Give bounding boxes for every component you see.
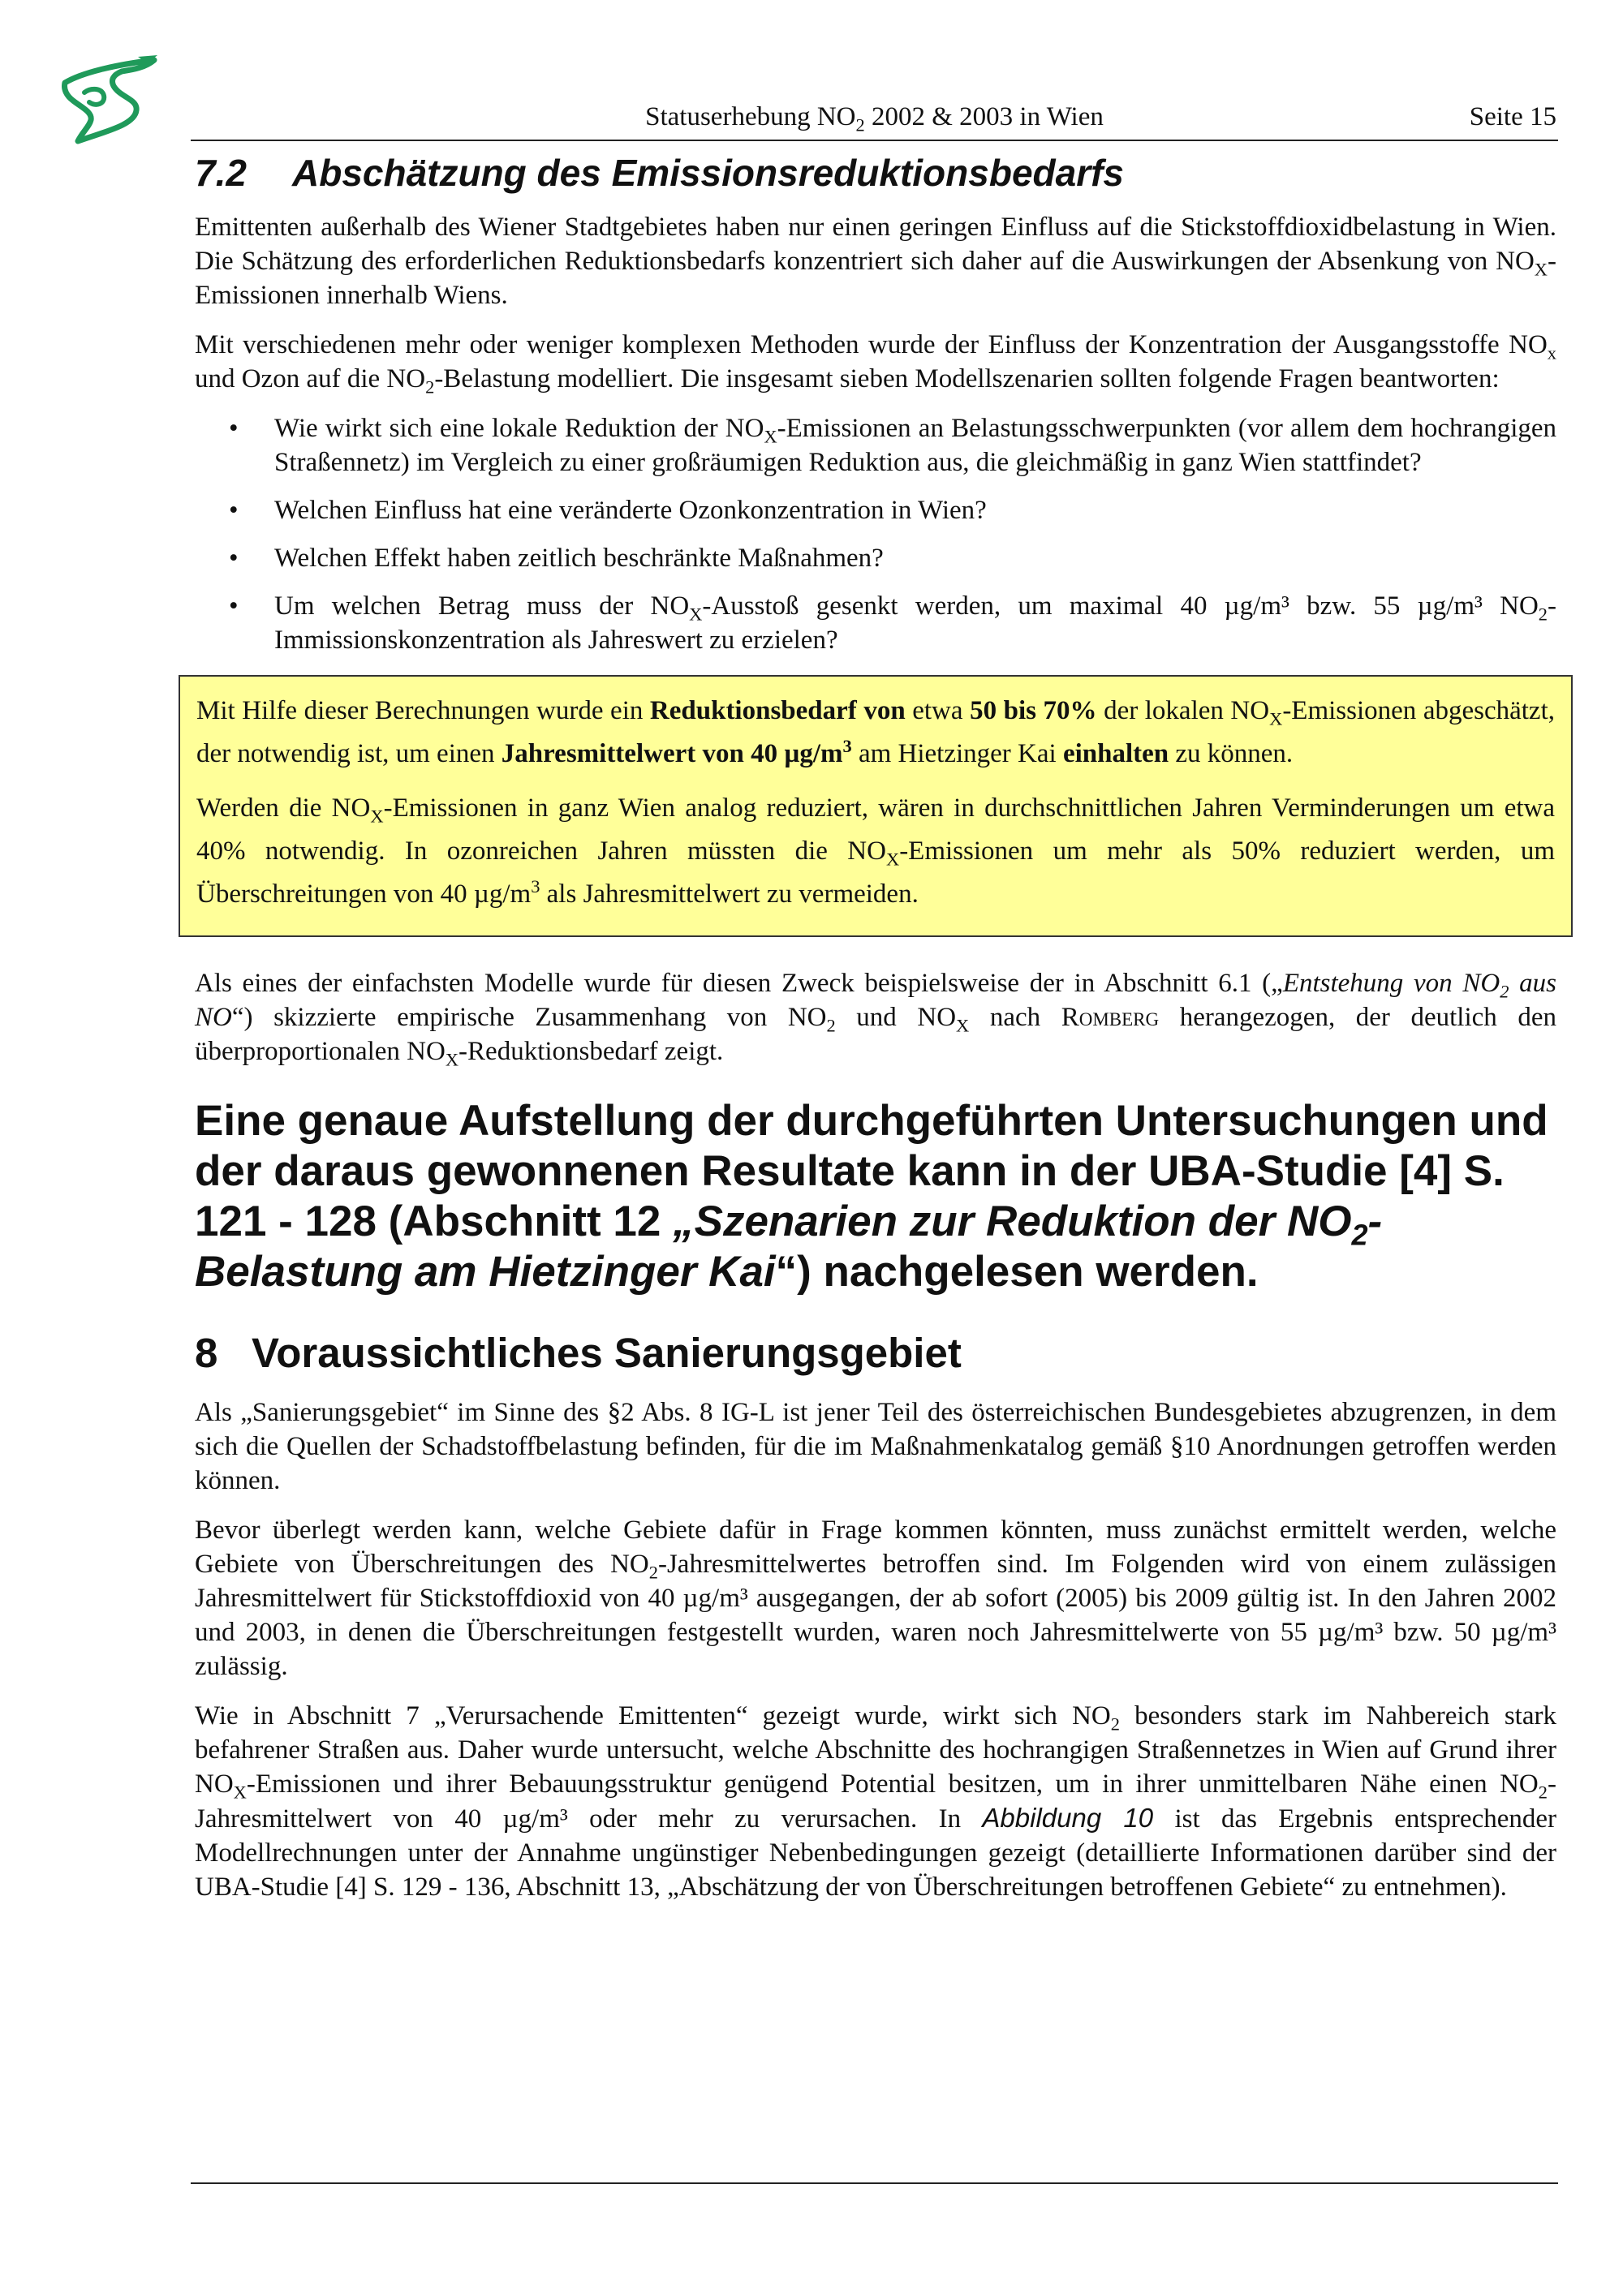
list-item: • Welchen Einfluss hat eine veränderte Ozonkonzentration in Wien? (195, 493, 1556, 527)
list-item: • Welchen Effekt haben zeitlich beschränkte Maßnahmen? (195, 541, 1556, 575)
paragraph: Mit verschiedenen mehr oder weniger komplexen Methoden wurde der Einfluss der Konzentration der Ausgangsstoffe $NO_x$ und Ozon auf die $NO_2$-Belastung modelliert. Die insgesamt sieben Modellszenarien sollten folgende Fragen beantworten: (195, 330, 1556, 398)
page-number: Seite 15 (1469, 102, 1556, 131)
paragraph: Als „Sanierungsgebiet“ im Sinne des §2 Abs. 8 IG-L ist jener Teil des österreichischen Bundesgebietes abzugrenzen, in dem sich die Quellen der Schadstoffbelastung befinden, für die im Maßnahmenkatalog gemäß §10 Anordnungen getroffen werden können. (195, 1398, 1556, 1496)
document-title: Statuserhebung $NO_2$ 2002 & 2003 in Wien (645, 102, 1104, 135)
highlight-paragraph: Werden die $NO_X$-Emissionen in ganz Wien analog reduziert, wären in durchschnittlichen Jahren Verminderungen um etwa 40% notwendig. In ozonreichen Jahren müssten die $NO_X$-Emissionen um mehr als 50% reduziert werden, um Überschreitungen von 40 $\mu g/m^3$ als Jahresmittelwert zu vermeiden. (196, 793, 1555, 909)
footer-rule (191, 2182, 1558, 2184)
bullet-icon: • (229, 544, 239, 574)
paragraph: Wie in Abschnitt 7 „Verursachende Emittenten“ gezeigt wurde, wirkt sich $NO_2$ besonders stark im Nahbereich stark befahrener Straßen aus. Daher wurde untersucht, welche Abschnitte des hochrangigen Straßennetzes in Wien auf Grund ihrer $NO_X$-Emissionen und ihrer Bebauungsstruktur genügend Potential besitzen, um in ihrer unmittelbaren Nähe einen $NO_2$-Jahresmittelwert von 40 µg/m³ oder mehr zu verursachen. In Abbildung 10 ist das Ergebnis entsprechender Modellrechnungen unter der Annahme ungünstiger Nebenbedingungen gezeigt (detaillierte Informationen darüber sind der UBA-Studie [4] S. 129 - 136, Abschnitt 13, „Abschätzung der von Überschreitungen betroffenen Gebiete“ zu entnehmen). (195, 1701, 1556, 1903)
paragraph: Bevor überlegt werden kann, welche Gebiete dafür in Frage kommen könnten, muss zunächst ermittelt werden, welche Gebiete von Überschreitungen des $NO_2$-Jahresmittelwertes betroffen sind. Im Folgenden wird von einem zulässigen Jahresmittelwert für Stickstoffdioxid von 40 µg/m³ ausgegangen, der ab sofort (2005) bis 2009 gültig ist. In den Jahren 2002 und 2003, in denen die Überschreitungen festgestellt wurden, waren noch Jahresmittelwerte von 55 µg/m³ bzw. 50 µg/m³ zulässig. (195, 1516, 1556, 1682)
chapter-heading-8: 8 Voraussichtliches Sanierungsgebiet (195, 1330, 962, 1377)
question-list (195, 411, 1556, 657)
bullet-icon: • (229, 496, 239, 526)
list-item: • Wie wirkt sich eine lokale Reduktion der $NO_X$-Emissionen an Belastungsschwerpunkten (vor allem dem hochrangigen Straßennetz) im Vergleich zu einer großräumigen Reduktion aus, die gleichmäßig in ganz Wien stattfindet? (195, 411, 1556, 479)
page-header (191, 94, 1558, 141)
umweltbundesamt-logo (57, 50, 161, 148)
bullet-icon: • (229, 414, 239, 444)
study-reference-note: Eine genaue Aufstellung der durchgeführten Untersuchungen und der daraus gewonnenen Resultate kann in der UBA-Studie [4] S. 121 - 128 (Abschnitt 12 „Szenarien zur Reduktion der $NO_2$-Belastung am Hietzinger Kai“) nachgelesen werden. (195, 1097, 1548, 1296)
page-content (195, 146, 1556, 1920)
section-heading-7-2: 7.2 Abschätzung des Emissionsreduktionsbedarfs (195, 152, 1125, 194)
paragraph: Als eines der einfachsten Modelle wurde für diesen Zweck beispielsweise der in Abschnitt 6.1 („Entstehung von $NO_2$ aus NO“) skizzierte empirische Zusammenhang von $NO_2$ und $NO_X$ nach Romberg herangezogen, der deutlich den überproportionalen $NO_X$-Reduktionsbedarf zeigt. (195, 969, 1557, 1070)
bullet-icon: • (229, 591, 239, 621)
highlight-paragraph: Mit Hilfe dieser Berechnungen wurde ein Reduktionsbedarf von etwa 50 bis 70% der lokalen $NO_X$-Emissionen abgeschätzt, der notwendig ist, um einen Jahresmittelwert von 40 $\mu g/m^3$ am Hietzinger Kai einhalten zu können. (196, 696, 1556, 769)
list-item: • Um welchen Betrag muss der $NO_X$-Ausstoß gesenkt werden, um maximal 40 µg/m³ bzw. 55 µg/m³ $NO_2$-Immissionskonzentration als Jahreswert zu erzielen? (195, 589, 1556, 657)
highlight-box (179, 675, 1573, 937)
paragraph: Emittenten außerhalb des Wiener Stadtgebietes haben nur einen geringen Einfluss auf die Stickstoffdioxidbelastung in Wien. Die Schätzung des erforderlichen Reduktionsbedarfs konzentriert sich daher auf die Auswirkungen der Absenkung von $NO_X$-Emissionen innerhalb Wiens. (195, 213, 1556, 311)
